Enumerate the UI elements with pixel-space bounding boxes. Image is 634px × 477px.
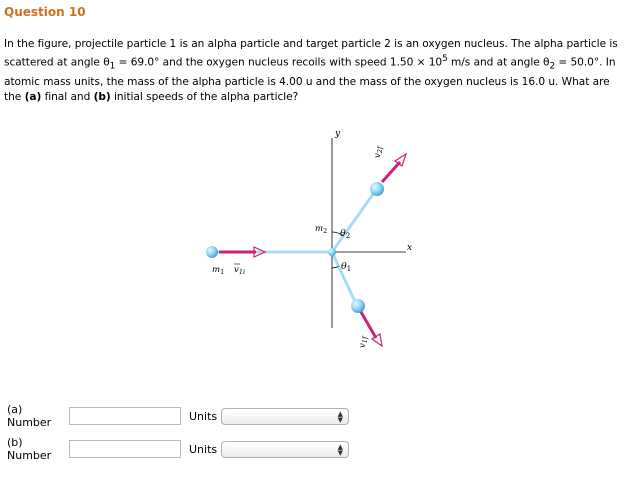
oxygen-recoil-path	[332, 190, 376, 252]
particle-oxygen-final	[370, 182, 384, 196]
v2f-label: $v_{2f}$	[373, 146, 384, 158]
answer-a-units-label: Units	[189, 409, 218, 423]
question-title: Question 10	[4, 5, 86, 19]
answer-a-label: (a) Number	[7, 403, 52, 429]
x-axis-label: x	[407, 243, 413, 253]
v2f-vector	[382, 162, 400, 182]
v1i-label: $v_{1i}$	[234, 265, 246, 276]
m1-label: $m_1$	[212, 265, 225, 276]
y-axis-label: y	[335, 129, 341, 139]
select-arrows-icon: ▲ ▼	[337, 409, 343, 424]
answer-a-units-select[interactable]	[221, 408, 349, 425]
particle-m2	[328, 248, 336, 256]
question-text: In the figure, projectile particle 1 is an alpha particle and target particle 2 is an oxygen nucleus. The alpha particle is scattered at angle $\theta_1 = 69.0^\circ$ and the oxygen nucleus recoils with speed $1.50 \times 10^5$ m/s and at angle $\theta_2 = 50.0^\circ$. In atomic mass units, the mass of the alpha particle is 4.00 u and the mass of the oxygen nucleus is 16.0 u. What are the (a) final and (b) initial speeds of the alpha particle?	[4, 38, 618, 103]
m2-label: $m_2$	[315, 224, 328, 235]
particle-alpha-final	[351, 299, 365, 313]
answer-b-number-input[interactable]	[69, 440, 181, 458]
answer-a-number-input[interactable]	[69, 407, 181, 425]
theta2-label: $\theta_2$	[340, 228, 351, 240]
v1f-label: $v_{1f}$	[358, 336, 369, 348]
particle-m1	[206, 246, 218, 258]
answer-b-units-label: Units	[189, 442, 218, 456]
v1f-vector	[361, 312, 376, 338]
answer-b-label: (b) Number	[7, 436, 52, 462]
answer-b-units-select[interactable]	[221, 441, 349, 458]
answer-row-b	[7, 436, 349, 462]
answer-row-a	[7, 403, 349, 429]
collision-figure	[198, 126, 428, 356]
theta1-arc	[332, 267, 339, 269]
select-arrows-icon: ▲ ▼	[337, 442, 343, 457]
theta1-label: $\theta_1$	[341, 261, 352, 273]
